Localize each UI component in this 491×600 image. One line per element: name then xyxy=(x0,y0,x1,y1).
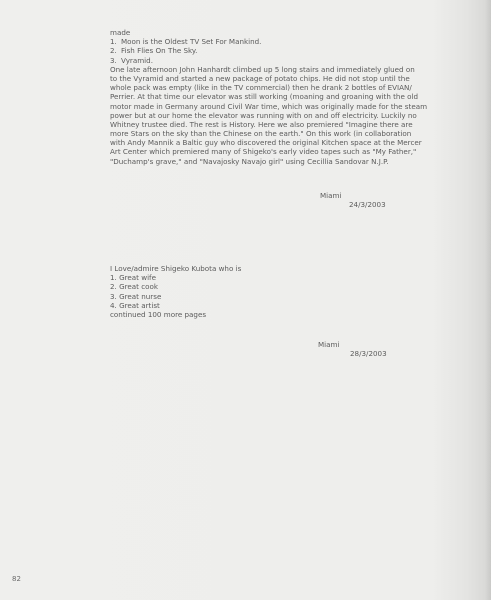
list-number: 2. xyxy=(110,46,117,56)
entry-1-list-item xyxy=(110,37,474,46)
entry-1-list-item xyxy=(110,46,474,55)
entry-1-line: "Duchamp's grave," and "Navajosky Navajo girl" using Cecillia Sandovar N.J.P. xyxy=(110,156,389,166)
entry-1-line: motor made in Germany around Civil War time, which was originally made for the steam xyxy=(110,101,428,111)
entry-1-line: power but at our home the elevator was running with on and off electricity. Luckily no xyxy=(110,110,417,120)
entry-2-line: 3. Great nurse xyxy=(110,291,162,301)
entry-1-line: more Stars on the sky than the Chinese on the earth." On this work (in collaboration xyxy=(110,129,412,139)
list-text: Vyramid. xyxy=(121,55,153,65)
entry-1-line: made xyxy=(110,28,131,37)
entry-1-text xyxy=(110,28,474,166)
entry-2-place: Miami xyxy=(318,340,340,349)
page-edge-shadow xyxy=(485,0,491,600)
entry-1-line: whole pack was empty (like in the TV commercial) then he drank 2 bottles of EVIAN/ xyxy=(110,83,412,93)
entry-2-line: continued 100 more pages xyxy=(110,309,207,319)
entry-1-date: 24/3/2003 xyxy=(349,200,386,209)
entry-2-line: 1. Great wife xyxy=(110,273,156,283)
entry-2-line: I Love/admire Shigeko Kubota who is xyxy=(110,264,242,273)
list-text: Fish Flies On The Sky. xyxy=(121,46,198,56)
entry-2-date: 28/3/2003 xyxy=(350,349,387,358)
entry-1-line: Whitney trustee died. The rest is History. Here we also premiered "Imagine there are xyxy=(110,119,413,129)
entry-1-place: Miami xyxy=(320,191,342,200)
entry-1-line: Art Center which premiered many of Shigeko's early video tapes such as "My Father," xyxy=(110,147,417,157)
list-text: Moon is the Oldest TV Set For Mankind. xyxy=(121,37,262,47)
list-number: 1. xyxy=(110,37,117,47)
entry-1-line: with Andy Mannik a Baltic guy who discovered the original Kitchen space at the Mercer xyxy=(110,138,422,148)
entry-1-line: to the Vyramid and started a new package of potato chips. He did not stop until the xyxy=(110,73,410,83)
entry-2-line: 4. Great artist xyxy=(110,300,160,310)
entry-1-line: Perrier. At that time our elevator was still working (moaning and groaning with the old xyxy=(110,92,418,102)
entry-2-line: 2. Great cook xyxy=(110,282,159,292)
entry-1-line: One late afternoon John Hanhardt climbed up 5 long stairs and immediately glued on xyxy=(110,64,415,74)
list-number: 3. xyxy=(110,55,117,65)
entry-1-list-item xyxy=(110,56,474,65)
page-number: 82 xyxy=(12,575,21,583)
entry-2-text xyxy=(110,264,474,319)
